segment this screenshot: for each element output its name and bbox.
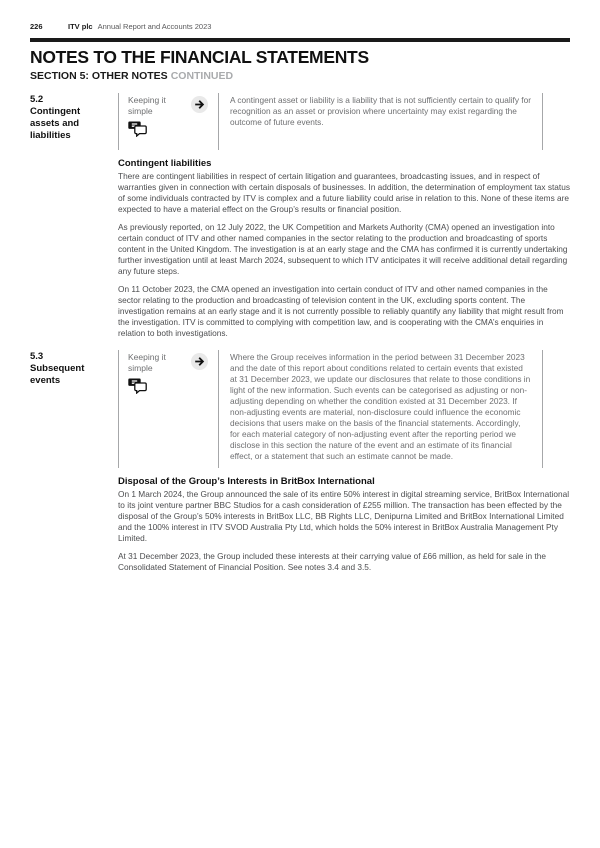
continued-label: CONTINUED [170,70,234,82]
section-name: Contingent assets and liabilities [30,106,81,141]
section-5-2-head [30,93,570,150]
speech-bubbles-icon [128,120,148,137]
page-header [30,22,570,31]
keeping-it-simple-column [118,350,218,468]
arrow-right-icon [191,353,208,370]
keeping-it-simple-label: Keeping it simple [128,95,166,116]
section-name: Subsequent events [30,363,85,386]
paragraph: At 31 December 2023, the Group included these interests at their carrying value of £66 million, as held for sale in the Consolidated Statement of Financial Position. See notes 3.4 and 3.5. [118,551,546,572]
section-5-3 [30,350,570,573]
paragraph: On 1 March 2024, the Group announced the sale of its entire 50% interest in digital streaming service, BritBox International to its joint venture partner BBC Studios for a cash consideration of £255 million. The transaction has been effected by the disposal of the Group’s 50% interests in BritBox LLC, BB Rights LLC, Denipurna Limited and BritBox International Limited and the 100% interest in ITV SVOD Australia Pty Ltd, which holds the 50% interest in BritBox Australia Management Pty Limited. [118,489,570,543]
page-title: NOTES TO THE FINANCIAL STATEMENTS [30,47,369,67]
section-subtitle [30,70,570,82]
section-label: SECTION 5: OTHER NOTES [30,70,168,82]
speech-bubbles-icon [128,377,148,394]
section-5-2-body [118,158,570,339]
paragraph: On 11 October 2023, the CMA opened an investigation into certain conduct of ITV and other named companies in the sector relating to the production and broadcasting of television content in the UK, excluding sports content. The investigation remains at an early stage and it is not currently possible to reliably quantify any liability that might result from the investigation. ITV is committed to complying with competition law, and is cooperating with the CMA’s enquiries in relation to both investigations. [118,284,564,338]
section-5-3-heading [30,350,118,468]
paragraph: There are contingent liabilities in respect of certain litigation and guarantees, broadcasting issues, and in respect of warranties given in connection with certain disposals of businesses. In addition, the determination of employment tax status of some individuals contracted by ITV is complex and a future liability could arise in relation to this. None of these items are expected to have a material effect on the Group’s results or financial position. [118,171,570,214]
body-heading: Disposal of the Group’s Interests in BritBox International [118,476,375,487]
brand-name: ITV plc [68,22,93,31]
keeping-it-simple-column [118,93,218,150]
keeping-it-simple-panel [118,350,543,468]
keeping-it-simple-text: A contingent asset or liability is a liability that is not sufficiently certain to qualify for recognition as an asset or provision where uncertainty may exist regarding the outcome of future events. [218,93,542,150]
page-number: 226 [30,22,43,31]
arrow-right-icon [191,96,208,113]
section-5-3-head [30,350,570,468]
section-5-2-heading [30,93,118,150]
paragraph: As previously reported, on 12 July 2022, the UK Competition and Markets Authority (CMA) opened an investigation into certain conduct of ITV and other named companies in the sector relating to the production and broadcasting of sports content in the United Kingdom. The investigation is at an early stage and the CMA has confirmed it is currently undertaking further investigation until at least March 2024, subsequent to which ITV anticipates it will receive additional detail regarding any future steps. [118,222,568,276]
section-number: 5.2 [30,94,44,105]
header-divider-bar [30,38,570,42]
section-number: 5.3 [30,351,44,362]
keeping-it-simple-text: Where the Group receives information in the period between 31 December 2023 and the date of this report about conditions related to certain events that existed at 31 December 2023, we update our disclosures that relate to those conditions in light of the new information. Such events can be categorised as adjusting or non-adjusting depending on whether the condition existed at 31 December 2023. If non-adjusting events are material, non-disclosure could influence the economic decisions that users make on the basis of the financial statements. Accordingly, for each material category of non-adjusting event after the reporting period we disclose in this section the nature of the event and an estimate of its financial effect, or a statement that such an estimate cannot be made. [218,350,542,468]
section-5-2 [30,93,570,339]
section-5-3-body [118,476,570,573]
keeping-it-simple-panel [118,93,543,150]
report-title: Annual Report and Accounts 2023 [97,22,212,31]
keeping-it-simple-label: Keeping it simple [128,352,166,373]
body-heading: Contingent liabilities [118,158,212,169]
